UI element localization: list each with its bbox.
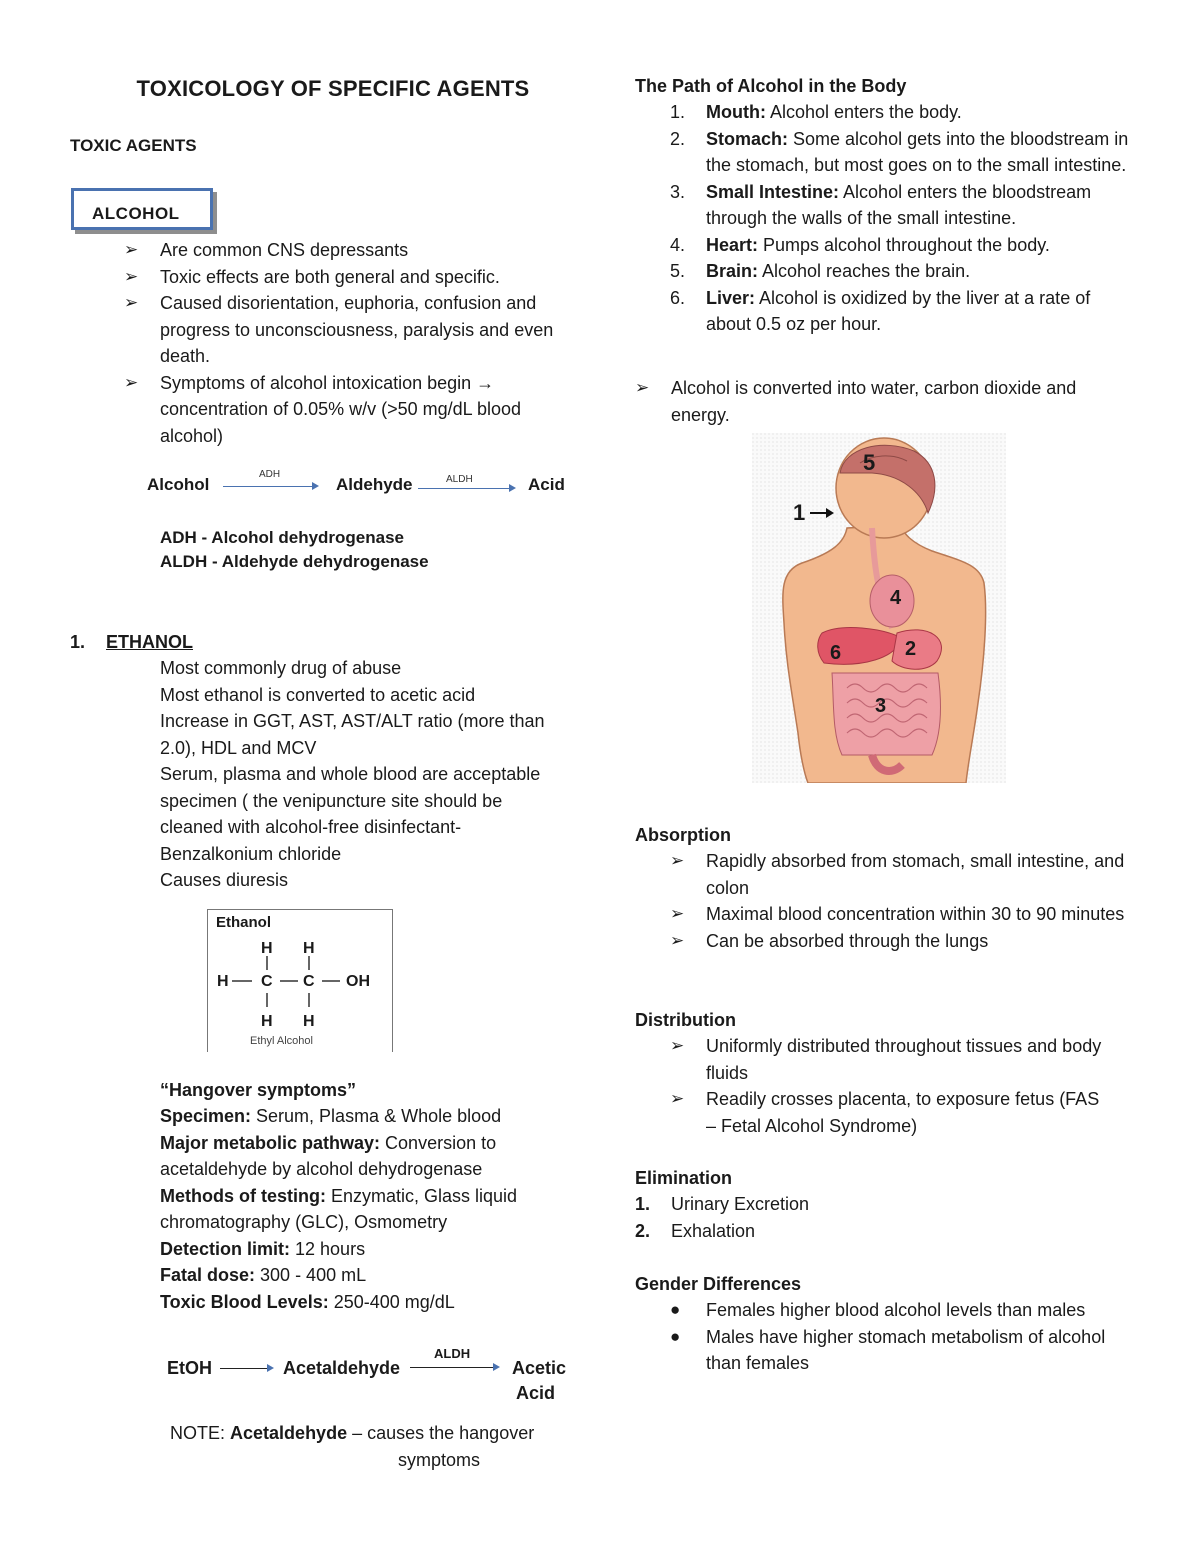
list-item: 6. Liver: Alcohol is oxidized by the liver at a rate of about 0.5 oz per hour. <box>670 287 1091 334</box>
atom-h: H <box>303 1013 315 1030</box>
figure-label-mouth: 1 <box>793 500 806 525</box>
pathway-alcohol: Alcohol <box>147 475 210 494</box>
list-item: Major metabolic pathway: Conversion to acetaldehyde by alcohol dehydrogenase <box>160 1132 497 1179</box>
list-item: ● Females higher blood alcohol levels than males <box>670 1297 1130 1324</box>
atom-h: H <box>261 940 273 957</box>
list-item: ➢ Readily crosses placenta, to exposure fetus (FAS – Fetal Alcohol Syndrome) <box>670 1086 1110 1139</box>
abbreviation-adh: ADH - Alcohol dehydrogenase <box>160 528 405 547</box>
path-steps-list <box>670 99 1135 338</box>
figure-label-stomach: 2 <box>905 638 917 660</box>
atom-h: H <box>217 973 229 990</box>
list-item: ● Males have higher stomach metabolism of alcohol than females <box>670 1324 1130 1377</box>
atom-h: H <box>303 940 315 957</box>
list-item: Causes diuresis <box>160 870 289 890</box>
arrowhead-bullet-icon: ➢ <box>635 378 650 397</box>
digestive-system-illustration <box>752 433 1006 783</box>
hangover-heading: “Hangover symptoms” <box>160 1080 357 1100</box>
bullet-dot-icon: ● <box>670 1300 681 1319</box>
distribution-heading: Distribution <box>635 1010 736 1030</box>
arrowhead-bullet-icon: ➢ <box>124 293 139 312</box>
abbreviation-aldh: ALDH - Aldehyde dehydrogenase <box>160 552 429 571</box>
absorption-list <box>670 848 1132 954</box>
list-item: ➢ Can be absorbed through the lungs <box>670 928 1132 955</box>
arrowhead-bullet-icon: ➢ <box>670 1089 685 1108</box>
list-item: ➢ Alcohol is converted into water, carbon dioxide and energy. <box>635 375 1130 428</box>
arrow-icon <box>410 1367 498 1368</box>
pathway-adh: ADH <box>259 469 281 480</box>
list-item: Fatal dose: 300 - 400 mL <box>160 1265 367 1285</box>
list-item: Toxic Blood Levels: 250-400 mg/dL <box>160 1291 455 1312</box>
list-item: Most ethanol is converted to acetic acid <box>160 684 476 705</box>
list-item: ➢ Uniformly distributed throughout tissues and body fluids <box>670 1033 1110 1086</box>
pathway-aldh-2: ALDH <box>434 1346 471 1361</box>
pathway-acetaldehyde: Acetaldehyde <box>283 1358 401 1378</box>
atom-oh: OH <box>346 973 370 990</box>
list-item: 2. Exhalation <box>635 1220 756 1241</box>
list-item: Most commonly drug of abuse <box>160 658 402 678</box>
list-item: ➢ Maximal blood concentration within 30 to 90 minutes <box>670 901 1132 928</box>
list-item: 4. Heart: Pumps alcohol throughout the body. <box>670 234 1050 255</box>
list-item: ➢ Toxic effects are both general and specific. <box>124 264 574 291</box>
alcohol-box-label: ALCOHOL <box>92 204 180 223</box>
bullet-dot-icon: ● <box>670 1326 681 1346</box>
arrowhead-bullet-icon: ➢ <box>670 930 685 950</box>
pathway-aldehyde: Aldehyde <box>336 475 413 494</box>
ethanol-heading: ETHANOL <box>106 632 193 652</box>
figure-label-liver: 6 <box>830 642 842 664</box>
structure-label: Ethanol <box>216 914 271 931</box>
alcohol-bullet-list <box>124 237 574 449</box>
arrowhead-bullet-icon: ➢ <box>670 851 685 870</box>
structure-caption: Ethyl Alcohol <box>250 1035 313 1047</box>
pathway-aldh: ALDH <box>446 474 473 485</box>
arrowhead-bullet-icon: ➢ <box>124 240 139 259</box>
list-item: 5. Brain: Alcohol reaches the brain. <box>670 261 971 281</box>
atom-c: C <box>303 973 315 990</box>
page-title: TOXICOLOGY OF SPECIFIC AGENTS <box>136 76 530 101</box>
list-item: ➢ Symptoms of alcohol intoxication begin → concentration of 0.05% w/v (>50 mg/dL blood alcohol) <box>124 370 574 450</box>
list-item: 2. Stomach: Some alcohol gets into the bloodstream in the stomach, but most goes on to the small intestine. <box>670 128 1129 175</box>
note-line: NOTE: Acetaldehyde – causes the hangover <box>170 1423 535 1443</box>
alcohol-label-box <box>71 188 213 230</box>
pathway-etoh: EtOH <box>167 1358 212 1378</box>
pathway-acetic: Acetic <box>512 1358 567 1378</box>
list-item: 3. Small Intestine: Alcohol enters the bloodstream through the walls of the small intestine. <box>670 181 1092 228</box>
arrowhead-bullet-icon: ➢ <box>670 904 685 923</box>
arrow-icon <box>223 486 317 487</box>
distribution-list <box>670 1033 1110 1139</box>
list-item: 1. Urinary Excretion <box>635 1194 810 1214</box>
list-item: Methods of testing: Enzymatic, Glass liquid chromatography (GLC), Osmometry <box>160 1185 518 1232</box>
ethanol-detail-list <box>160 1103 575 1315</box>
pathway-acid-2: Acid <box>516 1383 556 1403</box>
arrowhead-bullet-icon: ➢ <box>124 266 139 286</box>
ethanol-number: 1. <box>70 632 86 652</box>
arrow-icon <box>220 1368 272 1369</box>
list-item: ➢ Caused disorientation, euphoria, confusion and progress to unconsciousness, paralysis and even death. <box>124 290 574 370</box>
path-of-alcohol-title: The Path of Alcohol in the Body <box>635 76 907 96</box>
elimination-list <box>635 1191 935 1244</box>
section-heading-toxic-agents: TOXIC AGENTS <box>70 136 197 155</box>
figure-label-brain: 5 <box>863 450 876 475</box>
elimination-heading: Elimination <box>635 1168 733 1188</box>
ethanol-facts-list <box>160 655 570 894</box>
list-item: Detection limit: 12 hours <box>160 1238 366 1259</box>
arrow-icon <box>418 488 514 489</box>
abbreviations <box>160 526 429 574</box>
list-item: Increase in GGT, AST, AST/ALT ratio (more than 2.0), HDL and MCV <box>160 711 545 758</box>
atom-c: C <box>261 973 273 990</box>
list-item: ➢ Are common CNS depressants <box>124 237 574 264</box>
pathway-acid: Acid <box>528 475 565 494</box>
ethanol-structure-figure <box>207 909 393 1052</box>
figure-label-heart: 4 <box>890 587 902 609</box>
gender-list <box>670 1297 1130 1377</box>
absorption-heading: Absorption <box>635 825 731 845</box>
gender-heading: Gender Differences <box>635 1274 802 1294</box>
list-item: Serum, plasma and whole blood are acceptable specimen ( the venipuncture site should be cleaned with alcohol-free disinfectant- Benzalkonium chloride <box>160 764 541 864</box>
arrowhead-bullet-icon: ➢ <box>124 372 139 392</box>
atom-h: H <box>261 1013 273 1030</box>
figure-label-intestine: 3 <box>875 695 887 717</box>
list-item: ➢ Rapidly absorbed from stomach, small intestine, and colon <box>670 848 1132 901</box>
arrowhead-bullet-icon: ➢ <box>670 1036 685 1055</box>
list-item: 1. Mouth: Alcohol enters the body. <box>670 102 962 122</box>
list-item: Specimen: Serum, Plasma & Whole blood <box>160 1106 502 1126</box>
converted-bullet <box>635 375 1130 428</box>
note-line-end: symptoms <box>398 1450 481 1470</box>
